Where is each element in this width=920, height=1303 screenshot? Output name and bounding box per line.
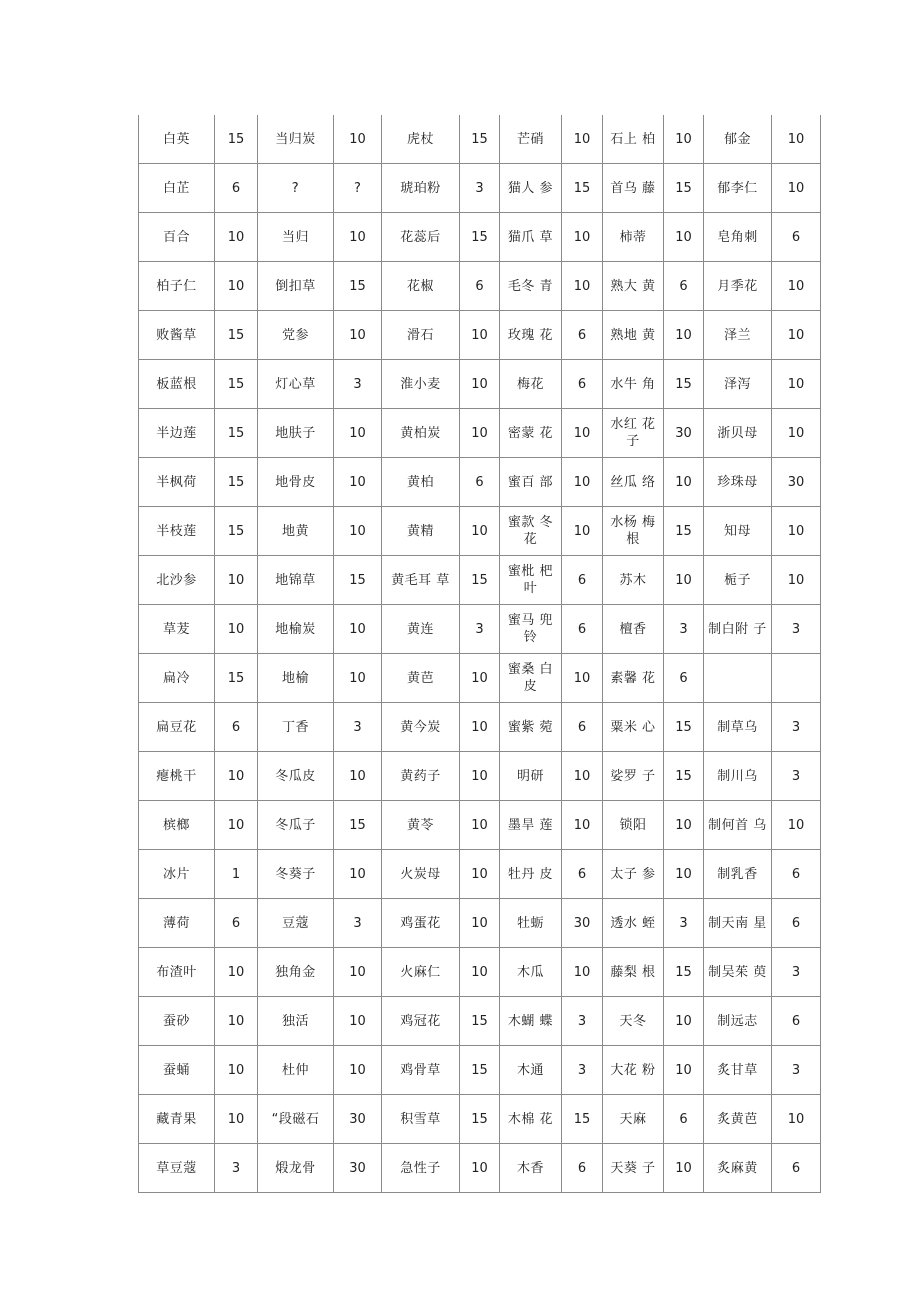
herb-name-cell: 蚕砂: [139, 997, 215, 1046]
herb-dose-cell: 6: [664, 262, 704, 311]
herb-name-cell: 蚕蛹: [139, 1046, 215, 1095]
herb-name-cell: 草茇: [139, 605, 215, 654]
table-row: [139, 262, 821, 311]
herb-dose-cell: 10: [772, 409, 821, 458]
herb-dose-cell: 6: [772, 899, 821, 948]
herb-name-cell: 北沙参: [139, 556, 215, 605]
herb-name-cell: 柏子仁: [139, 262, 215, 311]
herb-dose-cell: 30: [334, 1095, 382, 1144]
herb-name-cell: 珍珠母: [704, 458, 772, 507]
herb-dose-cell: 10: [664, 458, 704, 507]
herb-dose-cell: 3: [664, 899, 704, 948]
herb-name-cell: 明研: [500, 752, 562, 801]
table-row: [139, 997, 821, 1046]
herb-dose-cell: 15: [460, 1046, 500, 1095]
herb-dose-cell: 15: [664, 164, 704, 213]
herb-dose-cell: 10: [334, 948, 382, 997]
herb-dose-cell: 30: [664, 409, 704, 458]
herb-name-cell: 鸡冠花: [382, 997, 460, 1046]
herb-dose-cell: 10: [460, 654, 500, 703]
herb-dose-cell: 15: [215, 654, 258, 703]
herb-name-cell: 墨旱 莲: [500, 801, 562, 850]
table-row: [139, 1095, 821, 1144]
herb-dose-cell: 10: [562, 654, 603, 703]
herb-name-cell: 鸡蛋花: [382, 899, 460, 948]
herb-dose-cell: 10: [460, 360, 500, 409]
herb-name-cell: 败酱草: [139, 311, 215, 360]
herb-dose-cell: 15: [334, 556, 382, 605]
herb-dose-cell: 10: [562, 262, 603, 311]
herb-dose-cell: 3: [772, 703, 821, 752]
herb-name-cell: 熟大 黄: [603, 262, 664, 311]
herb-dose-cell: 10: [460, 311, 500, 360]
herb-name-cell: 黄苓: [382, 801, 460, 850]
herb-name-cell: 炙甘草: [704, 1046, 772, 1095]
herb-dose-cell: 15: [460, 1095, 500, 1144]
herb-name-cell: 大花 粉: [603, 1046, 664, 1095]
herb-name-cell: 梅花: [500, 360, 562, 409]
herb-name-cell: 玫瑰 花: [500, 311, 562, 360]
herb-name-cell: 透水 蛭: [603, 899, 664, 948]
herb-name-cell: 制草乌: [704, 703, 772, 752]
herb-name-cell: 制白附 子: [704, 605, 772, 654]
herb-dose-cell: 10: [562, 115, 603, 164]
herb-dose-cell: 10: [562, 752, 603, 801]
herb-name-cell: 牡丹 皮: [500, 850, 562, 899]
herb-dose-cell: 3: [215, 1144, 258, 1193]
herb-dose-cell: 15: [664, 360, 704, 409]
herb-dose-cell: 10: [664, 801, 704, 850]
herb-name-cell: 制天南 星: [704, 899, 772, 948]
herb-name-cell: 扁冷: [139, 654, 215, 703]
herb-name-cell: 扁豆花: [139, 703, 215, 752]
herb-dose-cell: 10: [215, 213, 258, 262]
herb-dose-cell: 6: [460, 262, 500, 311]
herb-dose-cell: 10: [772, 262, 821, 311]
herb-name-cell: 倒扣草: [258, 262, 334, 311]
table-row: [139, 164, 821, 213]
herb-name-cell: 急性子: [382, 1144, 460, 1193]
herb-dose-cell: 10: [215, 801, 258, 850]
herb-name-cell: 猫人 参: [500, 164, 562, 213]
herb-dose-cell: 3: [772, 1046, 821, 1095]
herb-name-cell: 虎杖: [382, 115, 460, 164]
herb-dose-cell: 15: [664, 752, 704, 801]
herb-dose-cell: 15: [334, 801, 382, 850]
herb-dose-cell: 10: [772, 801, 821, 850]
herb-name-cell: 蜜马 兜铃: [500, 605, 562, 654]
herb-dose-cell: 10: [664, 1046, 704, 1095]
herb-dose-cell: 6: [664, 654, 704, 703]
herb-dose-cell: 6: [772, 850, 821, 899]
herb-name-cell: 皂角刺: [704, 213, 772, 262]
herb-dose-cell: 6: [772, 1144, 821, 1193]
herb-dose-cell: 10: [664, 997, 704, 1046]
herb-name-cell: 浙贝母: [704, 409, 772, 458]
herb-name-cell: 丝瓜 络: [603, 458, 664, 507]
table-row: [139, 409, 821, 458]
herb-dose-cell: 10: [664, 115, 704, 164]
herb-dose-cell: 10: [334, 213, 382, 262]
herb-dose-cell: 10: [334, 850, 382, 899]
herb-dose-cell: 6: [562, 1144, 603, 1193]
herb-name-cell: 太子 参: [603, 850, 664, 899]
herb-name-cell: 地锦草: [258, 556, 334, 605]
herb-dose-cell: 10: [562, 409, 603, 458]
herb-name-cell: 炙黄芭: [704, 1095, 772, 1144]
herb-name-cell: 柿蒂: [603, 213, 664, 262]
herb-name-cell: 黄今炭: [382, 703, 460, 752]
herb-dose-cell: 10: [562, 213, 603, 262]
herb-name-cell: 制何首 乌: [704, 801, 772, 850]
herb-name-cell: [704, 654, 772, 703]
herb-name-cell: 泽泻: [704, 360, 772, 409]
herb-dose-cell: 10: [215, 1095, 258, 1144]
herb-name-cell: 冬瓜皮: [258, 752, 334, 801]
herb-dose-cell: 30: [772, 458, 821, 507]
herb-name-cell: 薄荷: [139, 899, 215, 948]
herb-dose-cell: 10: [460, 752, 500, 801]
table-row: [139, 850, 821, 899]
herb-dose-cell: 15: [215, 115, 258, 164]
herb-dose-cell: 10: [562, 948, 603, 997]
herb-name-cell: 天冬: [603, 997, 664, 1046]
table-row: [139, 213, 821, 262]
herb-name-cell: ?: [258, 164, 334, 213]
herb-name-cell: 地榆: [258, 654, 334, 703]
herb-dose-cell: 10: [215, 556, 258, 605]
herb-dose-cell: 3: [772, 948, 821, 997]
herb-dose-cell: 6: [772, 997, 821, 1046]
table-row: [139, 605, 821, 654]
herb-dose-cell: 10: [772, 1095, 821, 1144]
table-row: [139, 1046, 821, 1095]
herb-name-cell: 毛冬 青: [500, 262, 562, 311]
herb-name-cell: 郁李仁: [704, 164, 772, 213]
herb-dose-cell: 10: [664, 213, 704, 262]
herb-name-cell: 半边莲: [139, 409, 215, 458]
herb-dose-cell: 10: [334, 605, 382, 654]
herb-dose-cell: 10: [664, 850, 704, 899]
herb-dosage-table: [138, 115, 821, 1193]
herb-dose-cell: 10: [460, 899, 500, 948]
table-row: [139, 556, 821, 605]
herb-name-cell: 瘪桃干: [139, 752, 215, 801]
herb-name-cell: 地榆炭: [258, 605, 334, 654]
herb-name-cell: 地骨皮: [258, 458, 334, 507]
herb-dose-cell: 15: [562, 1095, 603, 1144]
herb-name-cell: 蜜百 部: [500, 458, 562, 507]
herb-name-cell: 黄毛耳 草: [382, 556, 460, 605]
herb-name-cell: 党参: [258, 311, 334, 360]
herb-dose-cell: 6: [562, 703, 603, 752]
herb-dose-cell: 10: [334, 1046, 382, 1095]
herb-dose-cell: 10: [334, 115, 382, 164]
herb-name-cell: 槟榔: [139, 801, 215, 850]
herb-dose-cell: 15: [664, 507, 704, 556]
herb-dose-cell: 10: [334, 654, 382, 703]
herb-name-cell: 水红 花子: [603, 409, 664, 458]
herb-name-cell: 栀子: [704, 556, 772, 605]
herb-dose-cell: 3: [334, 899, 382, 948]
herb-dose-cell: 10: [772, 311, 821, 360]
herb-dose-cell: 15: [664, 948, 704, 997]
herb-dose-cell: 10: [460, 948, 500, 997]
herb-dose-cell: 15: [215, 360, 258, 409]
herb-dose-cell: 30: [562, 899, 603, 948]
herb-name-cell: 熟地 黄: [603, 311, 664, 360]
table-row: [139, 752, 821, 801]
herb-dose-cell: 3: [562, 997, 603, 1046]
table-row: [139, 311, 821, 360]
herb-name-cell: 冰片: [139, 850, 215, 899]
herb-name-cell: 当归: [258, 213, 334, 262]
herb-name-cell: 豆蔻: [258, 899, 334, 948]
herb-name-cell: 制川乌: [704, 752, 772, 801]
herb-dose-cell: 6: [562, 556, 603, 605]
herb-name-cell: 琥珀粉: [382, 164, 460, 213]
herb-name-cell: 板蓝根: [139, 360, 215, 409]
herb-name-cell: 花椒: [382, 262, 460, 311]
herb-name-cell: 木瓜: [500, 948, 562, 997]
table-row: [139, 360, 821, 409]
herb-dose-cell: 15: [215, 409, 258, 458]
herb-name-cell: 首乌 藤: [603, 164, 664, 213]
table-row: [139, 899, 821, 948]
herb-name-cell: 灯心草: [258, 360, 334, 409]
herb-dose-cell: 3: [460, 164, 500, 213]
herb-name-cell: 泽兰: [704, 311, 772, 360]
herb-name-cell: 苏木: [603, 556, 664, 605]
herb-dose-cell: 15: [215, 458, 258, 507]
herb-dose-cell: 15: [334, 262, 382, 311]
herb-dose-cell: 15: [215, 311, 258, 360]
herb-name-cell: 蜜紫 菀: [500, 703, 562, 752]
herb-dose-cell: 10: [215, 262, 258, 311]
herb-name-cell: 花蕊后: [382, 213, 460, 262]
herb-name-cell: 知母: [704, 507, 772, 556]
herb-dose-cell: 15: [664, 703, 704, 752]
herb-name-cell: 火麻仁: [382, 948, 460, 997]
herb-name-cell: 石上 柏: [603, 115, 664, 164]
herb-dose-cell: ?: [334, 164, 382, 213]
herb-dose-cell: 6: [215, 164, 258, 213]
herb-name-cell: 独角金: [258, 948, 334, 997]
herb-name-cell: 丁香: [258, 703, 334, 752]
herb-dose-cell: 15: [460, 997, 500, 1046]
herb-name-cell: 草豆蔻: [139, 1144, 215, 1193]
herb-name-cell: 冬葵子: [258, 850, 334, 899]
herb-dose-cell: 10: [460, 507, 500, 556]
herb-name-cell: 制吴茱 萸: [704, 948, 772, 997]
table-row: [139, 703, 821, 752]
herb-dose-cell: 10: [334, 997, 382, 1046]
herb-name-cell: 水杨 梅根: [603, 507, 664, 556]
herb-name-cell: 天麻: [603, 1095, 664, 1144]
herb-dose-cell: 10: [562, 507, 603, 556]
herb-name-cell: 牡蛎: [500, 899, 562, 948]
herb-name-cell: 地肤子: [258, 409, 334, 458]
herb-dose-cell: 15: [460, 556, 500, 605]
herb-name-cell: 木蝴 蝶: [500, 997, 562, 1046]
herb-dose-cell: 10: [215, 1046, 258, 1095]
herb-name-cell: 木通: [500, 1046, 562, 1095]
herb-dose-cell: 10: [460, 850, 500, 899]
herb-name-cell: 制远志: [704, 997, 772, 1046]
herb-dose-cell: 3: [772, 605, 821, 654]
herb-name-cell: 鸡骨草: [382, 1046, 460, 1095]
herb-dose-cell: 10: [772, 360, 821, 409]
herb-name-cell: 粟米 心: [603, 703, 664, 752]
herb-dose-cell: 6: [664, 1095, 704, 1144]
herb-dose-cell: 3: [334, 703, 382, 752]
herb-dose-cell: 10: [772, 507, 821, 556]
herb-name-cell: 炙麻黄: [704, 1144, 772, 1193]
herb-dose-cell: 10: [460, 703, 500, 752]
herb-dose-cell: 6: [215, 899, 258, 948]
table-row: [139, 458, 821, 507]
table-row: [139, 654, 821, 703]
herb-dose-cell: 10: [460, 801, 500, 850]
herb-dose-cell: 30: [334, 1144, 382, 1193]
herb-name-cell: 滑石: [382, 311, 460, 360]
herb-dose-cell: 10: [562, 458, 603, 507]
herb-dose-cell: 10: [772, 115, 821, 164]
herb-name-cell: 黄精: [382, 507, 460, 556]
herb-name-cell: 密蒙 花: [500, 409, 562, 458]
table-body: [139, 115, 821, 1193]
herb-name-cell: 黄药子: [382, 752, 460, 801]
herb-dose-cell: [772, 654, 821, 703]
herb-name-cell: 白芷: [139, 164, 215, 213]
herb-name-cell: “段磁石: [258, 1095, 334, 1144]
herb-name-cell: 黄柏炭: [382, 409, 460, 458]
herb-dose-cell: 15: [460, 115, 500, 164]
herb-name-cell: 黄连: [382, 605, 460, 654]
herb-name-cell: 月季花: [704, 262, 772, 311]
herb-name-cell: 制乳香: [704, 850, 772, 899]
herb-name-cell: 当归炭: [258, 115, 334, 164]
herb-dose-cell: 10: [334, 311, 382, 360]
herb-name-cell: 猫爪 草: [500, 213, 562, 262]
herb-name-cell: 半枫荷: [139, 458, 215, 507]
herb-dose-cell: 10: [772, 164, 821, 213]
herb-name-cell: 冬瓜子: [258, 801, 334, 850]
herb-dose-cell: 6: [562, 850, 603, 899]
herb-dose-cell: 6: [562, 311, 603, 360]
herb-dose-cell: 6: [460, 458, 500, 507]
herb-name-cell: 淮小麦: [382, 360, 460, 409]
herb-dose-cell: 10: [215, 752, 258, 801]
herb-dose-cell: 15: [215, 507, 258, 556]
table-row: [139, 115, 821, 164]
herb-dose-cell: 10: [562, 801, 603, 850]
herb-name-cell: 木香: [500, 1144, 562, 1193]
herb-name-cell: 地黄: [258, 507, 334, 556]
herb-name-cell: 杜仲: [258, 1046, 334, 1095]
herb-name-cell: 芒硝: [500, 115, 562, 164]
herb-name-cell: 火炭母: [382, 850, 460, 899]
herb-dose-cell: 10: [772, 556, 821, 605]
herb-dose-cell: 10: [215, 605, 258, 654]
herb-name-cell: 半枝莲: [139, 507, 215, 556]
herb-dose-cell: 10: [334, 458, 382, 507]
table-row: [139, 1144, 821, 1193]
herb-dose-cell: 15: [460, 213, 500, 262]
herb-dose-cell: 10: [460, 1144, 500, 1193]
herb-name-cell: 蜜枇 杷叶: [500, 556, 562, 605]
table-row: [139, 948, 821, 997]
table-row: [139, 507, 821, 556]
herb-dose-cell: 10: [664, 311, 704, 360]
herb-name-cell: 锁阳: [603, 801, 664, 850]
herb-dose-cell: 1: [215, 850, 258, 899]
herb-name-cell: 天葵 子: [603, 1144, 664, 1193]
herb-name-cell: 素馨 花: [603, 654, 664, 703]
herb-name-cell: 黄芭: [382, 654, 460, 703]
herb-dose-cell: 10: [215, 997, 258, 1046]
herb-dose-cell: 3: [772, 752, 821, 801]
herb-name-cell: 独活: [258, 997, 334, 1046]
herb-dose-cell: 15: [562, 164, 603, 213]
herb-dose-cell: 10: [334, 507, 382, 556]
herb-name-cell: 水牛 角: [603, 360, 664, 409]
herb-dose-cell: 6: [772, 213, 821, 262]
herb-name-cell: 百合: [139, 213, 215, 262]
herb-name-cell: 木棉 花: [500, 1095, 562, 1144]
herb-name-cell: 白英: [139, 115, 215, 164]
herb-dose-cell: 6: [562, 360, 603, 409]
herb-dose-cell: 10: [334, 752, 382, 801]
herb-name-cell: 蜜款 冬花: [500, 507, 562, 556]
herb-name-cell: 藤梨 根: [603, 948, 664, 997]
herb-dose-cell: 10: [664, 1144, 704, 1193]
herb-dose-cell: 3: [334, 360, 382, 409]
herb-dose-cell: 3: [460, 605, 500, 654]
herb-dose-cell: 3: [562, 1046, 603, 1095]
herb-name-cell: 布渣叶: [139, 948, 215, 997]
herb-dose-cell: 10: [334, 409, 382, 458]
herb-name-cell: 娑罗 子: [603, 752, 664, 801]
herb-dose-cell: 10: [664, 556, 704, 605]
herb-name-cell: 郁金: [704, 115, 772, 164]
herb-name-cell: 积雪草: [382, 1095, 460, 1144]
table-row: [139, 801, 821, 850]
herb-name-cell: 藏青果: [139, 1095, 215, 1144]
herb-name-cell: 檀香: [603, 605, 664, 654]
herb-name-cell: 蜜桑 白皮: [500, 654, 562, 703]
herb-dose-cell: 10: [460, 409, 500, 458]
herb-dose-cell: 3: [664, 605, 704, 654]
herb-dose-cell: 6: [562, 605, 603, 654]
herb-name-cell: 黄柏: [382, 458, 460, 507]
herb-dose-cell: 6: [215, 703, 258, 752]
herb-name-cell: 煅龙骨: [258, 1144, 334, 1193]
herb-dose-cell: 10: [215, 948, 258, 997]
